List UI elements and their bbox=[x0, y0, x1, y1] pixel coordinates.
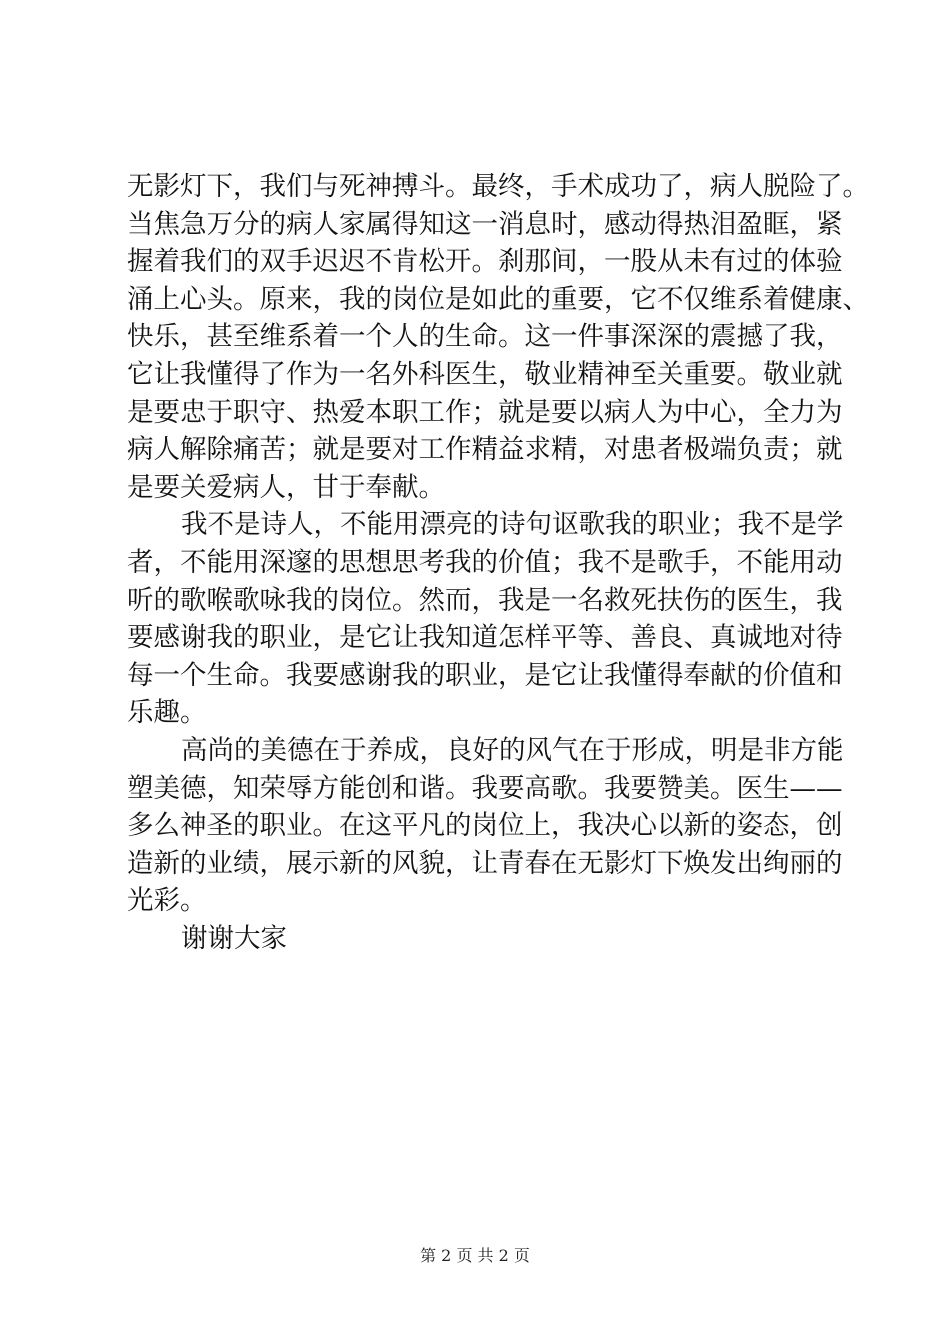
text-line: 当焦急万分的病人家属得知这一消息时，感动得热泪盈眶，紧 bbox=[127, 208, 843, 240]
closing-line: 谢谢大家 bbox=[181, 922, 287, 954]
text-line: 病人解除痛苦；就是要对工作精益求精，对患者极端负责；就 bbox=[127, 434, 843, 466]
text-line: 造新的业绩，展示新的风貌，让青春在无影灯下焕发出绚丽的 bbox=[127, 847, 843, 879]
text-line: 听的歌喉歌咏我的岗位。然而，我是一名救死扶伤的医生，我 bbox=[127, 584, 843, 616]
page-footer: 第 2 页 共 2 页 bbox=[420, 1246, 530, 1265]
text-line: 乐趣。 bbox=[127, 697, 207, 729]
text-line: 握着我们的双手迟迟不肯松开。刹那间，一股从未有过的体验 bbox=[127, 246, 843, 278]
paragraph-start-line: 高尚的美德在于养成，良好的风气在于形成，明是非方能 bbox=[181, 734, 844, 766]
text-line: 它让我懂得了作为一名外科医生，敬业精神至关重要。敬业就 bbox=[127, 358, 843, 390]
text-line: 是要忠于职守、热爱本职工作；就是要以病人为中心，全力为 bbox=[127, 396, 843, 428]
paragraph-start-line: 我不是诗人，不能用漂亮的诗句讴歌我的职业；我不是学 bbox=[181, 509, 844, 541]
text-line: 光彩。 bbox=[127, 885, 207, 917]
text-line: 塑美德，知荣辱方能创和谐。我要高歌。我要赞美。医生—— bbox=[127, 772, 843, 804]
text-line: 是要关爱病人，甘于奉献。 bbox=[127, 471, 445, 503]
text-line: 者，不能用深邃的思想思考我的价值；我不是歌手，不能用动 bbox=[127, 546, 843, 578]
document-body bbox=[127, 168, 869, 957]
text-line: 要感谢我的职业，是它让我知道怎样平等、善良、真诚地对待 bbox=[127, 622, 843, 654]
text-line: 每一个生命。我要感谢我的职业，是它让我懂得奉献的价值和 bbox=[127, 659, 843, 691]
text-line: 多么神圣的职业。在这平凡的岗位上，我决心以新的姿态，创 bbox=[127, 810, 843, 842]
text-line: 涌上心头。原来，我的岗位是如此的重要，它不仅维系着健康、 bbox=[127, 283, 869, 315]
text-line: 无影灯下，我们与死神搏斗。最终，手术成功了，病人脱险了。 bbox=[127, 171, 869, 202]
text-line: 快乐，甚至维系着一个人的生命。这一件事深深的震撼了我， bbox=[127, 321, 843, 353]
